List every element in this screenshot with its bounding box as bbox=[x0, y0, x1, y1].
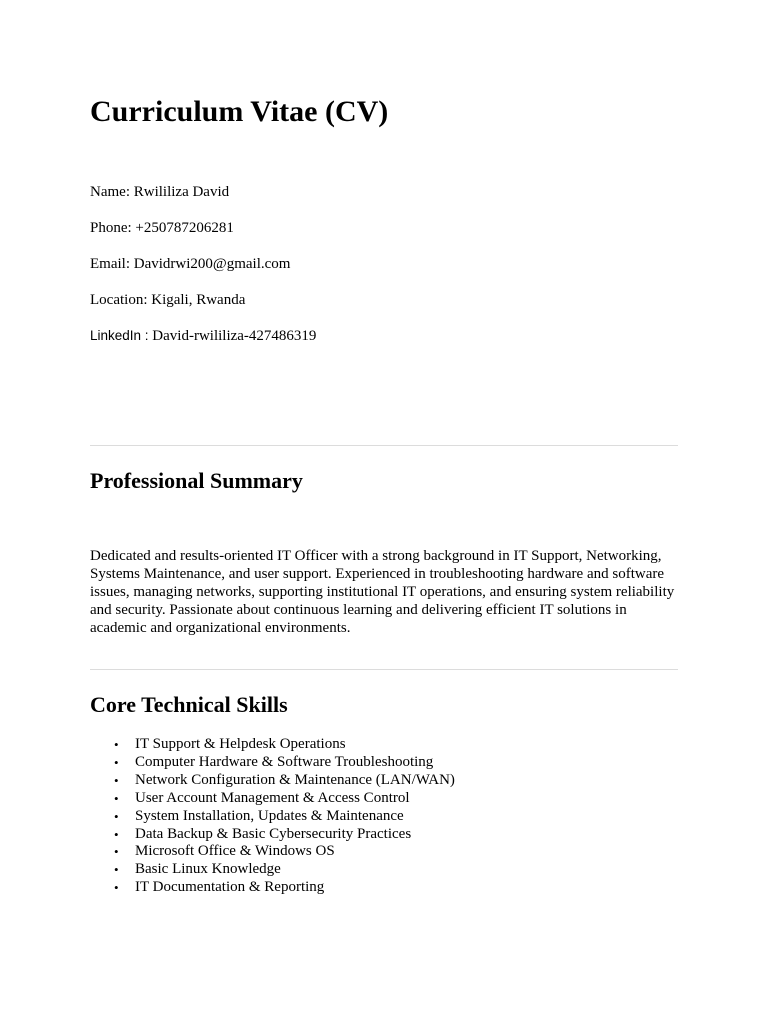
skill-text: Microsoft Office & Windows OS bbox=[135, 843, 335, 860]
summary-heading: Professional Summary bbox=[90, 468, 303, 493]
list-item bbox=[90, 879, 455, 897]
contact-location: Location: Kigali, Rwanda bbox=[90, 292, 246, 308]
skills-list bbox=[90, 736, 455, 897]
skill-text: IT Documentation & Reporting bbox=[135, 879, 325, 896]
summary-text: Dedicated and results-oriented IT Officer with a strong background in IT Support, Networking, Systems Maintenance, and user support. Experienced in troubleshooting hardware and software issues, managing networks, supporting institutional IT operations, and ensuring system reliability and security. Passionate about continuous learning and delivering efficient IT solutions in academic and organizational environments. bbox=[90, 548, 675, 636]
bullet-icon: • bbox=[114, 880, 119, 896]
skill-text: Data Backup & Basic Cybersecurity Practices bbox=[135, 825, 412, 842]
list-item bbox=[90, 826, 455, 844]
contact-email: Email: Davidrwi200@gmail.com bbox=[90, 256, 291, 272]
bullet-icon: • bbox=[114, 737, 119, 752]
skills-heading: Core Technical Skills bbox=[90, 692, 288, 717]
bullet-icon: • bbox=[114, 826, 119, 842]
skill-text: System Installation, Updates & Maintenance bbox=[135, 807, 404, 824]
list-item bbox=[90, 790, 455, 808]
list-item bbox=[90, 861, 455, 879]
bullet-icon: • bbox=[114, 862, 119, 878]
contact-linkedin bbox=[90, 326, 316, 346]
document-title: Curriculum Vitae (CV) bbox=[90, 95, 389, 128]
skill-text: Network Configuration & Maintenance (LAN/WAN) bbox=[135, 771, 455, 788]
contact-phone: Phone: +250787206281 bbox=[90, 220, 234, 236]
skill-text: Computer Hardware & Software Troubleshooting bbox=[135, 753, 434, 770]
list-item bbox=[90, 843, 455, 861]
skill-text: User Account Management & Access Control bbox=[135, 789, 410, 806]
list-item bbox=[90, 808, 455, 826]
bullet-icon: • bbox=[114, 772, 119, 788]
bullet-icon: • bbox=[114, 808, 119, 824]
section-divider bbox=[90, 669, 678, 670]
bullet-icon: • bbox=[114, 844, 119, 860]
list-item bbox=[90, 736, 455, 754]
section-divider bbox=[90, 445, 678, 446]
contact-name: Name: Rwililiza David bbox=[90, 184, 230, 200]
list-item bbox=[90, 754, 455, 772]
linkedin-label: LinkedIn : bbox=[90, 328, 149, 343]
list-item bbox=[90, 772, 455, 790]
linkedin-value: David-rwililiza-427486319 bbox=[148, 328, 317, 344]
skill-text: IT Support & Helpdesk Operations bbox=[135, 736, 346, 752]
skill-text: Basic Linux Knowledge bbox=[135, 861, 281, 878]
bullet-icon: • bbox=[114, 790, 119, 806]
bullet-icon: • bbox=[114, 754, 119, 770]
